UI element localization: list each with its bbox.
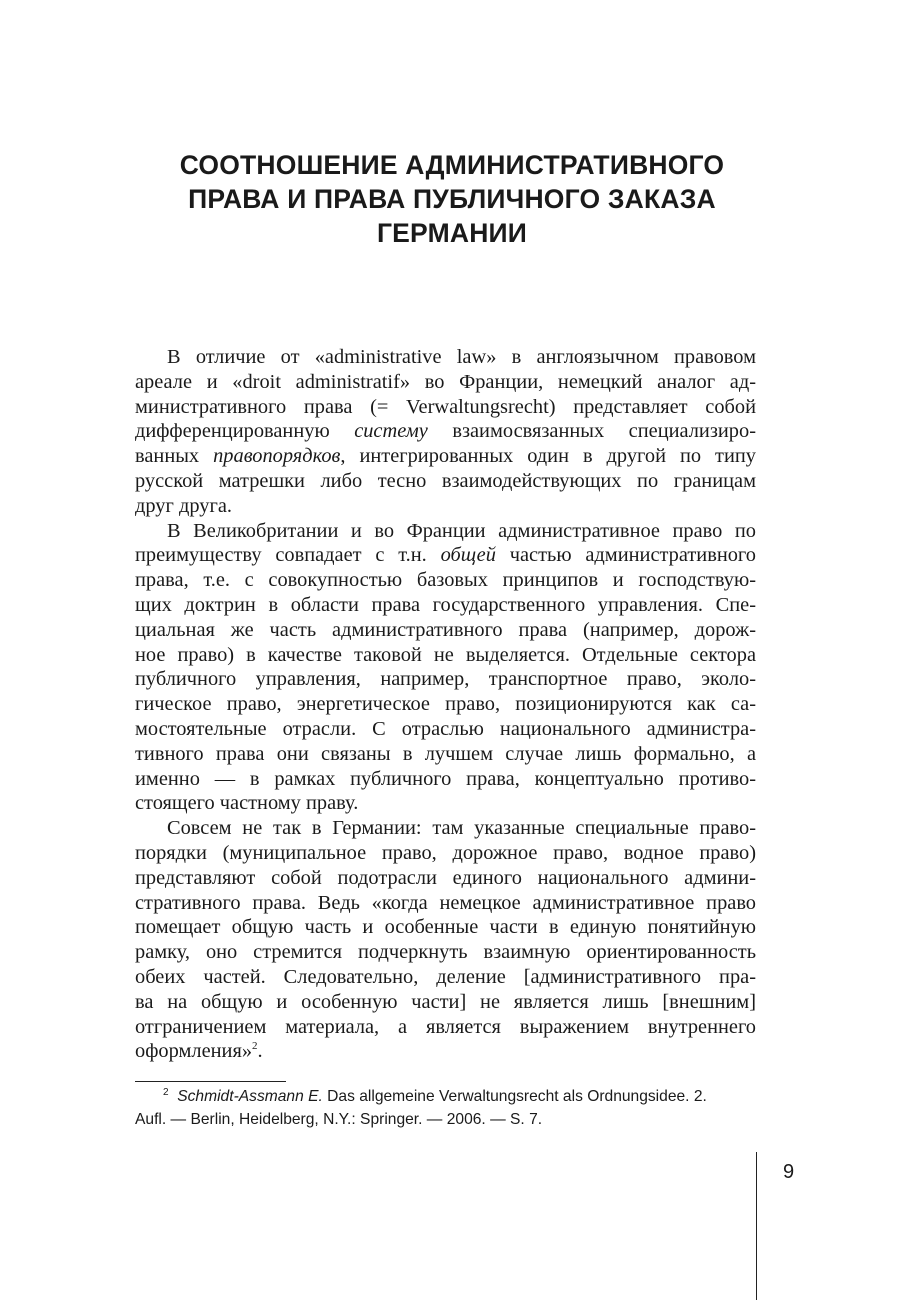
- paragraph-3: [135, 816, 756, 1064]
- paragraph-2: [135, 519, 756, 817]
- text-line: министративного права (= Verwaltungsrecht) представляет собой: [135, 395, 756, 418]
- body-text: [135, 345, 756, 1064]
- footnote-marker: 2: [163, 1086, 169, 1098]
- footnote-divider: [135, 1081, 286, 1082]
- text-run: преимуществу совпадает с т.н.: [135, 544, 427, 567]
- page-margin-rule: [756, 1152, 757, 1300]
- text-line: публичного управления, например, транспортное право, эколо-: [135, 668, 756, 691]
- paragraph-1: [135, 345, 756, 519]
- page-number: 9: [783, 1161, 795, 1183]
- text-line: [135, 1039, 756, 1064]
- footnote-line: [135, 1085, 756, 1108]
- title-line: ГЕРМАНИИ: [376, 218, 528, 248]
- title-line: ПРАВА И ПРАВА ПУБЛИЧНОГО ЗАКАЗА: [188, 184, 716, 214]
- text-line: ное право) в качестве таковой не выделяется. Отдельные сектора: [135, 643, 756, 666]
- text-line: мостоятельные отрасли. С отраслью национального администра-: [135, 717, 756, 740]
- text-run: дифференцированную: [135, 420, 330, 443]
- emphasis-legal-orders: правопорядков: [213, 445, 341, 468]
- text-line: обеих частей. Следовательно, деление [административного пра-: [135, 965, 756, 988]
- text-line: рамку, оно стремится подчеркнуть взаимную ориентированность: [135, 941, 756, 964]
- emphasis-system: систему: [354, 420, 428, 443]
- text-line: [135, 419, 756, 444]
- footnote-line: Aufl. — Berlin, Heidelberg, N.Y.: Springer. — 2006. — S. 7.: [135, 1111, 543, 1128]
- text-run: , интегрированных один в другой по типу: [340, 445, 756, 468]
- text-line: ва на общую и особенную части] не является лишь [внешним]: [135, 990, 756, 1013]
- text-run: Das allgemeine Verwaltungsrecht als Ordnungsidee. 2.: [327, 1088, 707, 1105]
- text-line: ареале и «droit administratif» во Франции, немецкий аналог ад-: [135, 370, 756, 393]
- text-line: гическое право, энергетическое право, позиционируются как са-: [135, 693, 756, 716]
- text-line: порядки (муниципальное право, дорожное право, водное право): [135, 841, 756, 864]
- text-run: .: [257, 1040, 263, 1063]
- text-line: [135, 543, 756, 568]
- text-line: именно — в рамках публичного права, концептуально противо-: [135, 767, 756, 790]
- footnote: [135, 1085, 756, 1131]
- title-line: СООТНОШЕНИЕ АДМИНИСТРАТИВНОГО: [179, 150, 725, 180]
- text-line: тивного права они связаны в лучшем случае лишь формально, а: [135, 742, 756, 765]
- text-line: помещает общую часть и особенные части в единую понятийную: [135, 916, 756, 939]
- text-run: ванных: [135, 445, 200, 468]
- text-line: циальная же часть административного права (например, дорож-: [135, 618, 756, 641]
- text-line: представляют собой подотрасли единого национального админи-: [135, 866, 756, 889]
- footnote-author: Schmidt-Assmann E.: [177, 1088, 323, 1105]
- text-run: оформления»: [135, 1040, 253, 1063]
- text-line: права, т.е. с совокупностью базовых принципов и господствую-: [135, 569, 756, 592]
- text-line: стративного права. Ведь «когда немецкое административное право: [135, 891, 756, 914]
- text-line: щих доктрин в области права государственного управления. Спе-: [135, 593, 756, 616]
- text-line: стоящего частному праву.: [135, 792, 359, 815]
- text-line: [135, 444, 756, 469]
- emphasis-general: общей: [440, 544, 496, 567]
- text-line: В Великобритании и во Франции административное право по: [167, 519, 756, 542]
- footnote-reference[interactable]: 2: [252, 1040, 258, 1053]
- text-run: частью административного: [509, 544, 756, 567]
- text-line: отграничением материала, а является выражением внутреннего: [135, 1015, 756, 1038]
- text-line: друг друга.: [135, 494, 232, 517]
- text-line: русской матрешки либо тесно взаимодействующих по границам: [135, 469, 756, 492]
- text-line: Совсем не так в Германии: там указанные специальные право-: [167, 817, 756, 840]
- text-run: взаимосвязанных специализиро-: [452, 420, 756, 443]
- chapter-title: [120, 148, 784, 250]
- text-line: В отличие от «administrative law» в англоязычном правовом: [167, 346, 756, 368]
